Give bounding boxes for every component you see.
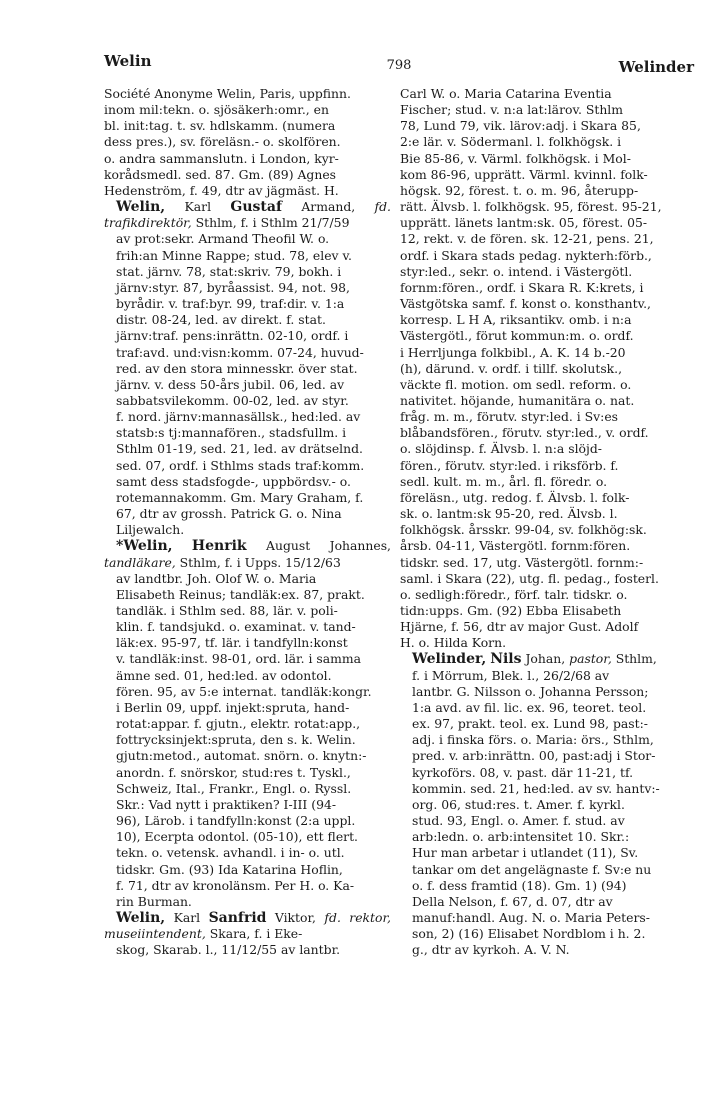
entry-text-line: korresp. L H A, riksantikv. omb. i n:a [400,312,632,328]
entry-text-line: Hedenström, f. 49, dtr av jägmäst. H. [104,182,339,198]
entry-given-name-rest: Viktor, [274,909,316,925]
left-column [104,86,391,958]
entry-text-line: i Berlin 09, uppf. injekt:spruta, hand- [116,699,350,715]
page-header [104,48,694,76]
entry-text-line: kommin. sed. 21, hed:led. av sv. hantv:- [412,780,660,796]
entry-text-line: distr. 08-24, led. av direkt. f. stat. [116,312,326,328]
entry-text-line: ordf. i Skara stads pedag. nykterh:förb., [400,247,652,263]
entry-text-line: saml. i Skara (22), utg. fl. pedag., fosterl. [400,570,659,586]
entry-text-line: fråg. m. m., förutv. styr:led. i Sv:es [400,409,619,425]
entry-text-line: H. o. Hilda Korn. [400,635,507,651]
entry-text-line: föreläsn., utg. redog. f. Älvsb. l. folk- [400,489,630,505]
entry-heading-line [104,199,391,231]
entry-welin-henrik [104,538,391,910]
entry-text-line: lantbr. G. Nilsson o. Johanna Persson; [412,683,649,699]
entry-surname: *Welin, [116,538,173,555]
entry-given-name-rest: August Johannes, [266,538,391,554]
entry-text-line: skog, Skarab. l., 11/12/55 av lantbr. [116,942,341,958]
entry-text-line: 12, rekt. v. de fören. sk. 12-21, pens. 21, [400,231,654,247]
entry-text-line: styr:led., sekr. o. intend. i Västergötl. [400,263,633,279]
entry-text-line: tidskr. Gm. (93) Ida Katarina Hoflin, [116,861,343,877]
entry-text-line: Société Anonyme Welin, Paris, uppfinn. [104,86,351,101]
entry-text-line: järnv:styr. 87, byråassist. 94, not. 98, [116,279,350,295]
entry-text-line: kyrkoförs. 08, v. past. där 11-21, tf. [412,764,634,780]
entry-text-line: (h), därund. v. ordf. i tillf. skolutsk., [400,360,623,376]
entry-text-line: o. sedligh:föredr., förf. talr. tidskr. o. [400,586,628,602]
header-right-guideword: Welinder [618,58,694,76]
entry-text-line: Bie 85-86, v. Värml. folkhögsk. i Mol- [400,150,631,166]
entry-text-line: Skr.: Vad nytt i praktiken? I-III (94- [116,796,337,812]
entry-text-line: rätt. Älvsb. l. folkhögsk. 95, förest. 95-21, [400,199,662,215]
entry-text-line: fören. 95, av 5:e internat. tandläk:kongr. [116,683,372,699]
entry-text-line: byrådir. v. traf:byr. 99, traf:dir. v. 1:a [116,296,345,312]
entry-welin-karl-sanfrid [104,910,391,958]
entry-text-line: rin Burman. [116,893,192,909]
entry-text-line: Skara, f. i Eke- [209,926,303,942]
entry-surname: Welinder, [412,651,487,668]
entry-text-line: sabbatsvilekomm. 00-02, led. av styr. [116,392,349,408]
entry-heading-line [104,538,391,570]
entry-heading-line [400,651,696,667]
entry-text-line: son, 2) (16) Elisabet Nordblom i h. 2. [412,926,646,942]
entry-text-line: järnv:traf. pens:inrättn. 02-10, ordf. i [116,328,349,344]
entry-text-line: årsb. 04-11, Västergötl. fornm:fören. [400,538,631,554]
entry-text-line: klin. f. tandsjukd. o. examinat. v. tand- [116,619,356,635]
entry-welinder-nils [400,651,696,958]
entry-text-line: Della Nelson, f. 67, d. 07, dtr av [412,893,613,909]
entry-text-line: ämne sed. 01, hed:led. av odontol. [116,667,332,683]
entry-text-line: f. nord. järnv:mannasällsk., hed:led. av [116,409,361,425]
entry-text-line: Schweiz, Ital., Frankr., Engl. o. Ryssl. [116,780,352,796]
entry-text-line: bl. init:tag. t. sv. hdlskamm. (numera [104,118,336,134]
entry-text-line: 67, dtr av grossh. Patrick G. o. Nina [116,506,342,522]
entry-text-line: ex. 97, prakt. teol. ex. Lund 98, past:- [412,716,648,732]
entry-text-line: pred. v. arb:inrättn. 00, past:adj i Stor- [412,748,656,764]
entry-text-line: manuf:handl. Aug. N. o. Maria Peters- [412,909,650,925]
entry-text-line: tandläk. i Sthlm sed. 88, lär. v. poli- [116,603,338,618]
entry-text-line: 2:e lär. v. Södermanl. l. folkhögsk. i [400,134,622,150]
entry-text-line: blåbandsfören., förutv. styr:led., v. ordf. [400,425,649,441]
entry-text-line: adj. i finska förs. o. Maria: örs., Sthlm, [412,732,654,748]
entry-text-line: stud. 93, Engl. o. Amer. f. stud. av [412,813,625,829]
entry-text-line: av landtbr. Joh. Olof W. o. Maria [116,570,317,586]
entry-occupation: fd. trafikdirektör, [104,199,391,231]
entry-text-line: folkhögsk. årsskr. 99-04, sv. folkhög:sk. [400,522,647,538]
entry-text-line: i Herrljunga folkbibl., A. K. 14 b.-20 [400,344,626,360]
entry-text-line: Sthlm, f. i Sthlm 21/7/59 [195,215,350,231]
entry-text-line: org. 06, stud:res. t. Amer. f. kyrkl. [412,796,625,812]
entry-text-line: o. f. dess framtid (18). Gm. 1) (94) [412,877,627,893]
header-left-guideword: Welin [104,52,152,70]
entry-text-line: Hjärne, f. 56, dtr av major Gust. Adolf [400,619,639,635]
entry-given-name: Karl [184,199,212,215]
page-number: 798 [386,58,412,73]
entry-given-name-rest: Armand, [301,199,356,215]
entry-text-line: f. 71, dtr av kronolänsm. Per H. o. Ka- [116,877,355,893]
entry-text-line: sk. o. lantm:sk 95-20, red. Älvsb. l. [400,506,618,522]
entry-text-line: rotemannakomm. Gm. Mary Graham, f. [116,489,364,505]
entry-text-line: 10), Ecerpta odontol. (05-10), ett flert. [116,829,358,845]
entry-text-line: nativitet. höjande, humanitära o. nat. [400,392,635,408]
entry-text-line: statsb:s tj:mannafören., stadsfullm. i [116,425,347,441]
entry-text-line: o. andra sammanslutn. i London, kyr- [104,150,339,166]
entry-text-line: f. i Mörrum, Blek. l., 26/2/68 av [412,667,610,683]
entry-text-line: 96), Lärob. i tandfylln:konst (2:a uppl. [116,813,356,829]
entry-text-line: Fischer; stud. v. n:a lat:lärov. Sthlm [400,102,624,118]
entry-text-line: tidn:upps. Gm. (92) Ebba Elisabeth [400,603,622,618]
entry-cont-sanfrid [400,86,696,651]
entry-text-line: samt dess stadsfogde-, uppbördsv.- o. [116,473,351,489]
entry-text-line: korådsmedl. sed. 87. Gm. (89) Agnes [104,166,337,182]
entry-text-line: anordn. f. snörskor, stud:res t. Tyskl., [116,764,351,780]
entry-text-line: Västergötl., förut kommun:m. o. ordf. [400,328,634,344]
entry-occupation: pastor, [569,651,612,667]
entry-text-line: traf:avd. und:visn:komm. 07-24, huvud- [116,344,364,360]
entry-cont [104,86,391,199]
entry-text-line: väckte fl. motion. om sedl. reform. o. [400,376,632,392]
entry-text-line: gjutn:metod., automat. snörn. o. knytn:- [116,748,367,764]
entry-text-line: frih:an Minne Rappe; stud. 78, elev v. [116,247,352,263]
entry-text-line: v. tandläk:inst. 98-01, ord. lär. i samma [116,651,361,667]
entry-text-line: Hur man arbetar i utlandet (11), Sv. [412,845,639,861]
entry-text-line: Elisabeth Reinus; tandläk:ex. 87, prakt. [116,586,365,602]
entry-call-name: Sanfrid [208,909,267,926]
entry-text-line: tekn. o. vetensk. avhandl. i in- o. utl. [116,845,345,861]
entry-text-line: tankar om det angelägnaste f. Sv:e nu [412,861,652,877]
entry-occupation: fd. rektor, museiintendent, [104,909,391,942]
entry-surname: Welin, [116,199,166,216]
entry-text-line: 1:a avd. av fil. lic. ex. 96, teoret. teol. [412,699,647,715]
entry-text-line: sed. 07, ordf. i Sthlms stads traf:komm. [116,457,365,473]
entry-text-line: fornm:fören., ordf. i Skara R. K:krets, i [400,279,644,295]
entry-heading-line [104,910,391,942]
entry-text-line: sedl. kult. m. m., årl. fl. föredr. o. [400,473,608,489]
entry-call-name: Gustaf [230,199,282,216]
entry-text-line: högsk. 92, förest. t. o. m. 96, återupp- [400,182,639,198]
entry-text-line: g., dtr av kyrkoh. A. V. N. [412,942,570,958]
entry-given-name: Karl [173,909,201,925]
entry-text-line: Västgötska samf. f. konst o. konsthantv., [400,296,651,312]
entry-text-line: upprätt. länets lantm:sk. 05, förest. 05- [400,215,648,231]
entry-text-line: Liljewalch. [116,522,185,538]
entry-welin-karl-gustaf [104,199,391,538]
entry-text-line: Sthlm 01-19, sed. 21, led. av drätselnd. [116,441,363,457]
entry-surname: Welin, [116,909,166,926]
entry-text-line: järnv. v. dess 50-års jubil. 06, led. av [116,376,345,392]
entry-text-line: kom 86-96, upprätt. Värml. kvinnl. folk- [400,166,648,182]
entry-text-line: läk:ex. 95-97, tf. lär. i tandfylln:konst [116,635,348,651]
entry-text-line: o. slöjdinsp. f. Älvsb. l. n:a slöjd- [400,441,602,457]
entry-text-line: fottrycksinjekt:spruta, den s. k. Welin. [116,732,356,748]
entry-text-line: stat. järnv. 78, stat:skriv. 79, bokh. i [116,263,342,279]
entry-text-line: Sthlm, f. i Upps. 15/12/63 [179,554,341,570]
right-column [400,86,696,958]
entry-text-line: av prot:sekr. Armand Theofil W. o. [116,231,330,247]
entry-text-line: arb:ledn. o. arb:intensitet 10. Skr.: [412,829,630,845]
entry-text-line: 78, Lund 79, vik. lärov:adj. i Skara 85, [400,118,641,134]
entry-text-line: red. av den stora minnesskr. över stat. [116,360,358,376]
entry-given-name-rest: Johan, [525,651,566,667]
entry-text-line: rotat:appar. f. gjutn., elektr. rotat:app., [116,716,361,732]
entry-text-line: fören., förutv. styr:led. i riksförb. f. [400,457,619,473]
entry-text-line: tidskr. sed. 17, utg. Västergötl. fornm:- [400,554,644,570]
entry-occupation: tandläkare, [104,554,176,570]
entry-text-line: dess pres.), sv. föreläsn.- o. skolfören. [104,134,341,150]
entry-call-name: Nils [490,651,522,668]
entry-call-name: Henrik [191,538,247,555]
entry-text-line: Sthlm, [615,651,657,667]
entry-text-line: Carl W. o. Maria Catarina Eventia [400,86,612,101]
entry-text-line: inom mil:tekn. o. sjösäkerh:omr., en [104,102,329,118]
